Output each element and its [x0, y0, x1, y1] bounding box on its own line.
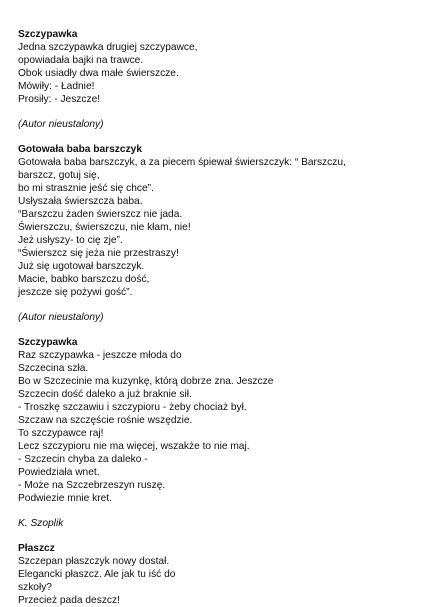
poem-line: Lecz szczypioru nie ma więcej, wszakże to nie maj.	[18, 441, 250, 452]
poem-line: jeszcze się pożywi gość”.	[18, 287, 133, 298]
poem-title: Gotowała baba barszczyk	[18, 144, 142, 155]
poem-line: Obok usiadły dwa małe świerszcze.	[18, 68, 179, 79]
poem-line: Podwiezie mnie kret.	[18, 493, 112, 504]
poem-line: Przecież pada deszcz!	[18, 595, 120, 606]
poem-line: Mówiły: - Ładnie!	[18, 81, 95, 92]
spacer	[18, 299, 414, 311]
poem-line: Powiedziała wnet.	[18, 467, 100, 478]
poem-line: Bo w Szczecinie ma kuzynkę, którą dobrze zna. Jeszcze	[18, 376, 274, 387]
poem-title: Szczypawka	[18, 337, 78, 348]
poem-author: (Autor nieustalony)	[18, 312, 104, 323]
poem-line: Jeż usłyszy- to cię zje”.	[18, 235, 123, 246]
poem-line: barszcz, gotuj się,	[18, 170, 100, 181]
poem-line: szkoły?	[18, 582, 52, 593]
poem-line: Szczepan płaszczyk nowy dostał.	[18, 556, 170, 567]
poem-title: Płaszcz	[18, 543, 55, 554]
poem-line: “Świerszcz się jeża nie przestraszy!	[18, 248, 179, 259]
poem-title: Szczypawka	[18, 29, 78, 40]
poem-line: To szczypawce raj!	[18, 428, 104, 439]
poem-line: Elegancki płaszcz. Ale jak tu iść do	[18, 569, 176, 580]
poem-line: - Może na Szczebrzeszyn ruszę.	[18, 480, 166, 491]
poem-line: - Troszkę szczawiu i szczypioru - żeby chociaż był.	[18, 402, 247, 413]
poem-line: bo mi strasznie jeść się chce”.	[18, 183, 154, 194]
spacer	[18, 324, 414, 336]
poem-line: Świerszczu, świerszczu, nie kłam, nie!	[18, 222, 191, 233]
spacer	[18, 530, 414, 542]
poem-plaszcz	[18, 542, 414, 607]
poem-szczypawka-1	[18, 28, 414, 106]
document-page	[18, 28, 414, 607]
poem-line: Szczecina szła.	[18, 363, 89, 374]
poem-author: (Autor nieustalony)	[18, 119, 104, 130]
poem-line: Jedna szczypawka drugiej szczypawce,	[18, 42, 198, 53]
poem-line: - Szczecin chyba za daleko -	[18, 454, 148, 465]
poem-author: K. Szoplik	[18, 518, 64, 529]
poem-line: Szczaw na szczęście rośnie wszędzie.	[18, 415, 193, 426]
spacer	[18, 106, 414, 118]
poem-line: Już się ugotował barszczyk.	[18, 261, 145, 272]
poem-line: Prosiły: - Jeszcze!	[18, 94, 101, 105]
poem-line: Macie, babko barszczu dość,	[18, 274, 150, 285]
poem-line: Szczecin dość daleko a już braknie sił.	[18, 389, 192, 400]
poem-line: Gotowała baba barszczyk, a za piecem śpiewał świerszczyk: “ Barszczu,	[18, 157, 346, 168]
poem-line: opowiadała bajki na trawce.	[18, 55, 144, 66]
poem-gotowala-baba-barszczyk	[18, 143, 414, 299]
spacer	[18, 505, 414, 517]
spacer	[18, 131, 414, 143]
poem-line: “Barszczu żaden świerszcz nie jada.	[18, 209, 183, 220]
poem-line: Raz szczypawka - jeszcze młoda do	[18, 350, 182, 361]
poem-line: Usłyszała świerszcza baba.	[18, 196, 143, 207]
poem-szczypawka-2	[18, 336, 414, 505]
